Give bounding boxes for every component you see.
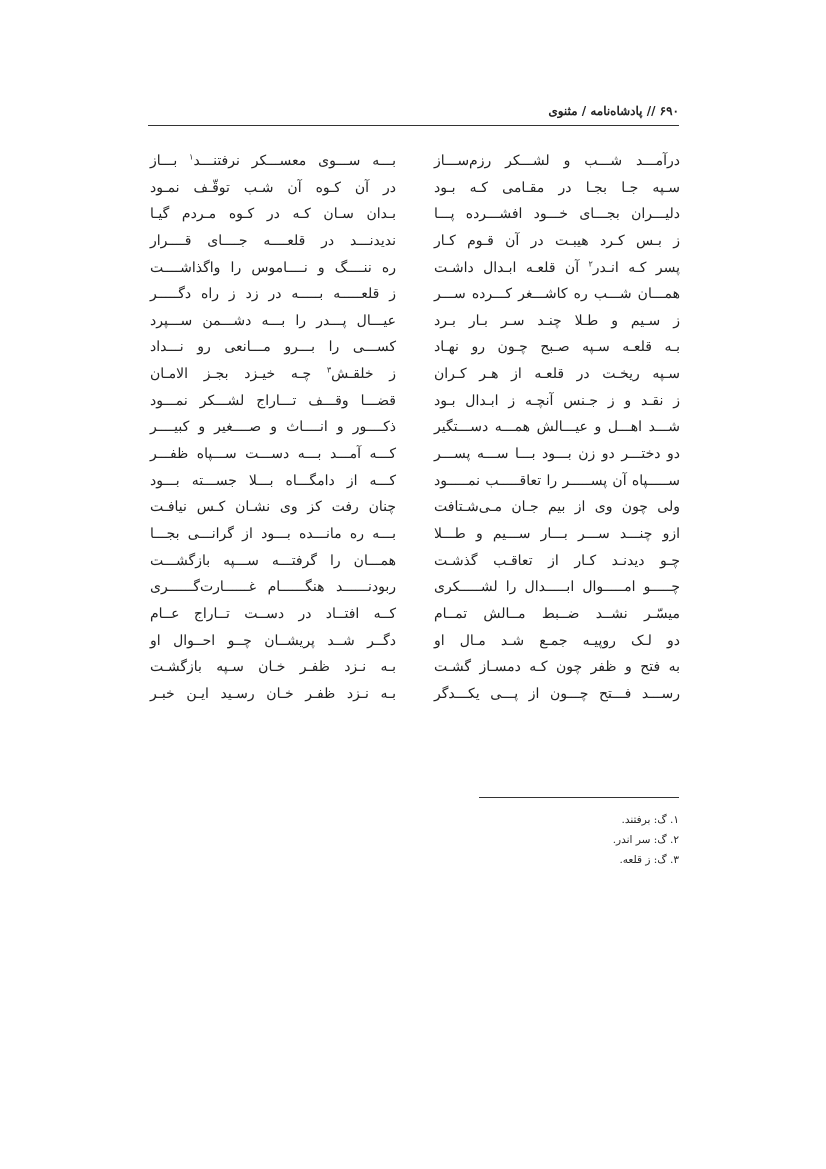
- verse-row: [150, 548, 680, 575]
- hemistich-text: چنان رفت کز وی نشـان کـس نیافـت: [150, 499, 396, 516]
- verse-row: [150, 601, 680, 628]
- hemistich-text: دو دختـــر دو زن بـــود بـــا ســـه پســـر: [434, 446, 680, 463]
- hemistich-first: [434, 388, 680, 414]
- hemistich-text: ســـــپاه آن پســـــر را تعاقـــــب نمـــــود: [434, 472, 680, 489]
- hemistich-text: در آن کـوه آن شـب توقّـف نمـود: [150, 179, 396, 196]
- hemistich-second: [150, 361, 396, 387]
- hemistich-second: [150, 654, 396, 680]
- hemistich-text: شـــد اهـــل و عیـــالش همـــه دســـتگیر: [434, 419, 680, 436]
- hemistich-first: [434, 548, 680, 574]
- hemistich-text: کــه افتــاد در دســت تــاراج عــام: [150, 605, 396, 622]
- hemistich-second: [150, 388, 396, 414]
- hemistich-text: قضـــا وقـــف تـــاراج لشـــکر نمـــود: [150, 392, 396, 409]
- hemistich-first: [434, 521, 680, 547]
- hemistich-first: [434, 334, 680, 360]
- hemistich-first: [434, 601, 680, 627]
- hemistich-text: چـو دیدنـد کـار از تعاقـب گذشـت: [434, 552, 680, 569]
- hemistich-second: [150, 281, 396, 307]
- hemistich-text: رســـد فـــتح چـــون از پـــی یکـــدگر: [434, 685, 680, 702]
- hemistich-second: [150, 308, 396, 334]
- hemistich-text: کـــه از دامگـــاه بـــلا جســـته بـــود: [150, 472, 396, 489]
- hemistich-text: میسّـر نشــد ضــبط مــالش تمــام: [434, 605, 680, 622]
- footnote-1: ۱. گ: برفتند.: [621, 814, 679, 826]
- footnote-marker: ۲: [588, 258, 593, 268]
- hemistich-second: [150, 148, 396, 174]
- footnote-3: ۳. گ: ز قلعه.: [619, 854, 679, 866]
- running-header: ۶۹۰ // پادشاه‌نامه / مثنوی: [548, 104, 679, 118]
- hemistich-text: ز خلقـش: [331, 366, 396, 383]
- hemistich-text: دگــر شــد پریشــان چــو احــوال او: [150, 632, 396, 649]
- hemistich-text: کســـی را بـــرو مـــانعی رو نـــداد: [150, 339, 396, 356]
- hemistich-second: [150, 441, 396, 467]
- verse-row: [150, 654, 680, 681]
- verse-row: [150, 255, 680, 282]
- footnote-marker: ۳: [326, 365, 332, 375]
- hemistich-text: درآمـــد شـــب و لشـــکر رزم‌ســـاز: [434, 153, 680, 169]
- hemistich-text: ره ننــــگ و نــــاموس را واگذاشــــت: [150, 259, 396, 276]
- hemistich-text: ز بـس کـرد هیبـت در آن قـوم کـار: [434, 232, 680, 249]
- hemistich-text: بـــاز: [150, 153, 190, 169]
- hemistich-second: [150, 175, 396, 201]
- hemistich-text: ازو چنـــد ســـر بـــار ســـیم و طـــلا: [434, 525, 680, 542]
- hemistich-text: به فتح و ظفر چون کـه دمسـاز گشـت: [434, 659, 680, 676]
- hemistich-first: [434, 628, 680, 654]
- footnotes: [479, 810, 679, 870]
- verse-row: [150, 628, 680, 655]
- hemistich-text: سـپه جـا بجـا در مقـامی کـه بـود: [434, 179, 680, 196]
- footnote-rule: [479, 797, 679, 798]
- hemistich-first: [434, 175, 680, 201]
- hemistich-first: [434, 361, 680, 387]
- hemistich-text: چـــــو امـــــوال ابـــــدال را لشـــــکری: [434, 579, 680, 596]
- verse-row: [150, 388, 680, 415]
- footnote-marker: ۱: [189, 152, 194, 162]
- footnote-2: ۲. گ: سر اندر.: [612, 834, 679, 846]
- verse-row: [150, 494, 680, 521]
- hemistich-first: [434, 574, 680, 600]
- hemistich-text: سـپه ریخـت در قلعـه از هـر کـران: [434, 366, 680, 383]
- verse-row: [150, 281, 680, 308]
- hemistich-text: بـدان سـان کـه در کـوه مـردم گیـا: [150, 206, 396, 223]
- hemistich-text: پسر کـه انـدر: [592, 259, 680, 276]
- hemistich-first: [434, 228, 680, 254]
- hemistich-text: ز نقـد و ز جـنس آنچـه ز ابـدال بـود: [434, 392, 680, 409]
- hemistich-second: [150, 334, 396, 360]
- hemistich-second: [150, 414, 396, 440]
- hemistich-first: [434, 414, 680, 440]
- hemistich-text: ز قلعـــــه بـــــه در زد ز راه دگـــــر: [150, 286, 396, 303]
- hemistich-text: چـه خیـزد بجـز الامـان: [150, 366, 327, 383]
- hemistich-first: [434, 441, 680, 467]
- hemistich-second: [150, 681, 396, 707]
- hemistich-text: همـــان شـــب ره کاشـــغر کـــرده ســـر: [434, 286, 680, 303]
- hemistich-second: [150, 574, 396, 600]
- hemistich-first: [434, 468, 680, 494]
- hemistich-text: ربودنــــــد هنگــــــام غــــــارت‌گــــــری: [150, 579, 396, 596]
- hemistich-text: کـــه آمـــد بـــه دســـت ســـپاه ظفـــر: [150, 446, 396, 463]
- hemistich-text: ذکــــور و انــــاث و صــــغیر و کبیــــر: [150, 419, 396, 436]
- hemistich-first: [434, 308, 680, 334]
- verse-row: [150, 468, 680, 495]
- hemistich-first: [434, 681, 680, 707]
- hemistich-second: [150, 548, 396, 574]
- hemistich-second: [150, 601, 396, 627]
- verse-row: [150, 334, 680, 361]
- verse-row: [150, 681, 680, 708]
- hemistich-text: همـــان را گرفتـــه ســـپه بازگشـــت: [150, 552, 396, 569]
- hemistich-second: [150, 228, 396, 254]
- hemistich-second: [150, 201, 396, 227]
- verse-row: [150, 228, 680, 255]
- verse-row: [150, 361, 680, 388]
- hemistich-second: [150, 521, 396, 547]
- hemistich-first: [434, 148, 680, 174]
- hemistich-second: [150, 255, 396, 281]
- verse-row: [150, 441, 680, 468]
- hemistich-text: ولی چون وی از بیم جـان مـی‌شـتافت: [434, 499, 680, 516]
- hemistich-first: [434, 281, 680, 307]
- hemistich-text: بـه نـزد ظفـر خـان سـپه بازگشـت: [150, 659, 396, 676]
- hemistich-text: عیـــال پـــدر را بـــه دشـــمن ســـپرد: [150, 312, 396, 329]
- hemistich-text: بـــه ره مانـــده بـــود از گرانـــی بجـــا: [150, 525, 396, 542]
- hemistich-text: ز سـیم و طـلا چنـد سـر بـار بـرد: [434, 312, 680, 329]
- hemistich-first: [434, 494, 680, 520]
- poem-body: [150, 148, 680, 707]
- hemistich-first: [434, 654, 680, 680]
- hemistich-first: [434, 255, 680, 281]
- hemistich-second: [150, 468, 396, 494]
- verse-row: [150, 148, 680, 175]
- header-rule: [148, 125, 679, 126]
- hemistich-text: ندیدنـــد در قلعــــه جــــای قــــرار: [150, 232, 396, 249]
- hemistich-text: بـــه ســـوی معســـکر نرفتنـــد: [193, 153, 396, 169]
- verse-row: [150, 308, 680, 335]
- hemistich-text: دو لـک روپیـه جمـع شـد مـال او: [434, 632, 680, 649]
- hemistich-text: دلیـــران بجـــای خـــود افشـــرده پـــا: [434, 206, 680, 223]
- verse-row: [150, 521, 680, 548]
- verse-row: [150, 574, 680, 601]
- hemistich-second: [150, 628, 396, 654]
- verse-row: [150, 175, 680, 202]
- hemistich-first: [434, 201, 680, 227]
- hemistich-text: بـه نـزد ظفـر خـان رسـید ایـن خبـر: [150, 685, 396, 702]
- hemistich-text: آن قلعـه ابـدال داشـت: [434, 259, 589, 276]
- verse-row: [150, 414, 680, 441]
- verse-row: [150, 201, 680, 228]
- hemistich-text: بـه قلعـه سـپه صـبح چـون رو نهـاد: [434, 339, 680, 356]
- hemistich-second: [150, 494, 396, 520]
